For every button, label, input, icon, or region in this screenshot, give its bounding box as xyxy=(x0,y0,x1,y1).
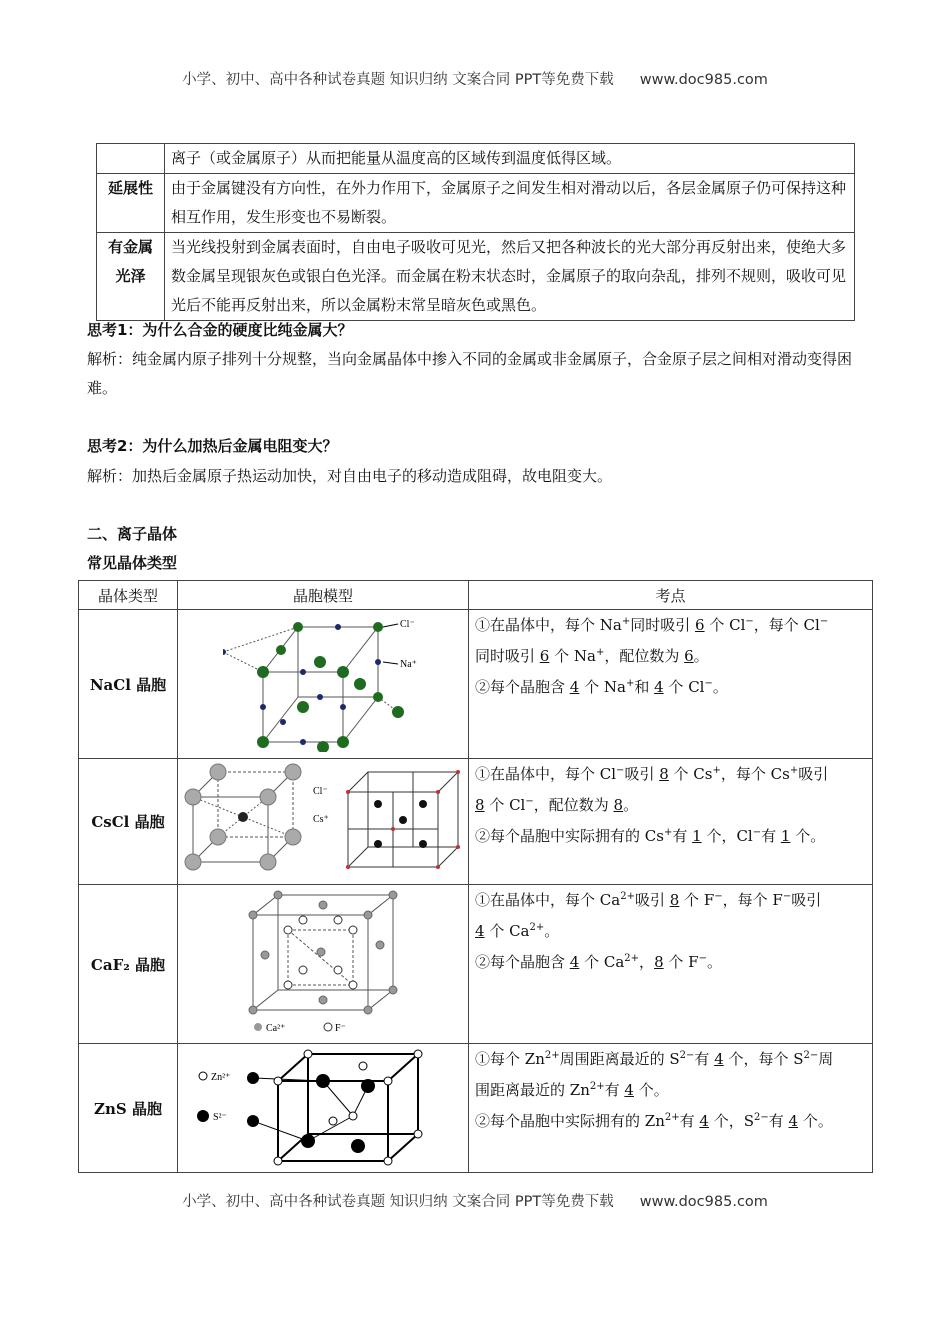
header-url[interactable]: www.doc985.com xyxy=(639,72,768,88)
key-point-line xyxy=(475,821,866,852)
text-segment: 个 Cl xyxy=(484,796,526,814)
text-segment: 个 Cs xyxy=(668,765,713,783)
header-text: 小学、初中、高中各种试卷真题 知识归纳 文案合同 PPT等免费下载 xyxy=(182,72,614,88)
key-points xyxy=(469,610,873,759)
table-row xyxy=(97,144,855,174)
text-segment: 2+ xyxy=(529,922,545,933)
text-segment: 2− xyxy=(803,1050,819,1061)
answer-blank: 4 xyxy=(569,678,580,696)
table-row xyxy=(79,610,873,759)
text-segment: 个 Cl xyxy=(704,616,746,634)
answer-blank: 1 xyxy=(780,827,791,845)
text-segment: ，每个 Cl xyxy=(753,616,820,634)
text-segment: 个，Cl xyxy=(701,827,753,845)
text-segment: 个 F xyxy=(663,953,699,971)
text-segment: ②每个晶胞中实际拥有的 Zn xyxy=(475,1112,665,1130)
text-segment: 个 Na xyxy=(549,647,596,665)
text-segment: 。 xyxy=(544,922,560,940)
column-header: 晶体类型 xyxy=(79,581,178,610)
text-segment: 。 xyxy=(706,953,722,971)
text-segment: 有 xyxy=(768,1112,789,1130)
text-segment: + xyxy=(789,765,799,776)
text-segment: 同时吸引 xyxy=(475,647,540,665)
answer-2: 解析：加热后金属原子热运动加快，对自由电子的移动造成阻碍，故电阻变大。 xyxy=(87,467,613,485)
text-segment: ，配位数为 xyxy=(604,647,685,665)
crystal-name: NaCl 晶胞 xyxy=(79,610,178,759)
text-segment: 有 xyxy=(694,1050,715,1068)
text-segment: + xyxy=(712,765,721,776)
table-row xyxy=(97,174,855,233)
text-segment: ，每个 Cs xyxy=(720,765,790,783)
answer-blank: 8 xyxy=(613,796,624,814)
key-point-line xyxy=(475,1044,866,1075)
text-segment: 个 Ca xyxy=(484,922,530,940)
answer-blank: 6 xyxy=(539,647,550,665)
diagram-label: Na⁺ xyxy=(400,659,417,670)
text-segment: ，配位数为 xyxy=(533,796,614,814)
property-desc: 由于金属键没有方向性，在外力作用下，金属原子之间发生相对滑动以后，各层金属原子仍可保持这种相互作用，发生形变也不易断裂。 xyxy=(165,174,855,233)
table-row xyxy=(79,1044,873,1173)
question-1: 思考1：为什么合金的硬度比纯金属大？ xyxy=(87,321,353,339)
text-segment: 有 xyxy=(672,827,693,845)
text-segment: ①在晶体中，每个 Cl xyxy=(475,765,617,783)
diagram-label: Cs⁺ xyxy=(313,814,329,825)
text-segment: 有 xyxy=(679,1112,700,1130)
text-segment: + xyxy=(621,616,631,627)
answer-blank: 4 xyxy=(624,1081,634,1099)
answer-blank: 6 xyxy=(684,647,694,665)
key-points xyxy=(469,885,873,1044)
text-segment: 吸引 xyxy=(634,891,670,909)
key-point-line xyxy=(475,1075,866,1106)
text-segment: − xyxy=(745,616,754,627)
text-segment: 2+ xyxy=(620,891,635,902)
answer-blank: 4 xyxy=(714,1050,724,1068)
text-segment: − xyxy=(714,891,723,902)
key-points xyxy=(469,759,873,885)
legend-label: F⁻ xyxy=(335,1022,346,1034)
answer-blank: 4 xyxy=(699,1112,709,1130)
answer-1: 解析：纯金属内原子排列十分规整，当向金属晶体中掺入不同的金属或非金属原子，合金原子层之间相对滑动变得困难。 xyxy=(87,350,853,397)
key-point-line xyxy=(475,672,866,703)
text-segment: 个。 xyxy=(798,1112,833,1130)
text-segment: 2+ xyxy=(664,1112,680,1123)
answer-blank: 4 xyxy=(654,678,664,696)
answer-blank: 1 xyxy=(692,827,702,845)
legend-label: Ca²⁺ xyxy=(266,1022,286,1034)
text-segment: ①每个 Zn xyxy=(475,1050,545,1068)
table-header-row xyxy=(79,581,873,610)
crystal-name: CsCl 晶胞 xyxy=(79,759,178,885)
section-subtitle: 常见晶体类型 xyxy=(87,554,178,572)
crystal-name: CaF₂ 晶胞 xyxy=(79,885,178,1044)
answer-blank: 4 xyxy=(788,1112,799,1130)
nacl-cell-diagram xyxy=(178,610,469,759)
caf2-cell-diagram xyxy=(178,885,469,1044)
property-desc: 当光线投射到金属表面时，自由电子吸收可见光，然后又把各种波长的光大部分再反射出来，使绝大多数金属呈现银灰色或银白色光泽。而金属在粉末状态时，金属原子的取向杂乱，排列不规则，吸收可见光后不能再反射出来，所以金属粉末常呈暗灰色或黑色。 xyxy=(165,233,855,321)
zns-cell-diagram xyxy=(178,1044,469,1173)
diagram-label: Cl⁻ xyxy=(400,619,415,630)
key-point-line xyxy=(475,759,866,790)
text-segment: 个，每个 S xyxy=(723,1050,804,1068)
text-segment: − xyxy=(752,827,762,838)
text-segment: − xyxy=(704,678,713,689)
text-segment: 周围距离最近的 S xyxy=(559,1050,680,1068)
key-point-line xyxy=(475,885,866,916)
answer-blank: 6 xyxy=(695,616,705,634)
property-name xyxy=(97,144,165,174)
text-segment: + xyxy=(625,678,635,689)
text-segment: 和 xyxy=(634,678,655,696)
property-name: 延展性 xyxy=(97,174,165,233)
text-segment: ， xyxy=(639,953,655,971)
key-point-line xyxy=(475,790,866,821)
page-footer xyxy=(0,1190,950,1211)
text-segment: + xyxy=(663,827,673,838)
key-point-line xyxy=(475,947,866,978)
text-segment: 个 Cl xyxy=(663,678,705,696)
key-point-line xyxy=(475,916,866,947)
answer-blank: 8 xyxy=(475,796,485,814)
text-segment: 吸引 xyxy=(798,765,829,783)
text-segment: 个 F xyxy=(679,891,715,909)
crystal-name: ZnS 晶胞 xyxy=(79,1044,178,1173)
key-point-line xyxy=(475,1106,866,1137)
column-header: 晶胞模型 xyxy=(178,581,469,610)
text-segment: − xyxy=(616,765,625,776)
ionic-crystal-table xyxy=(78,580,873,1173)
diagram-label: Cl⁻ xyxy=(313,786,328,797)
text-segment: 2− xyxy=(679,1050,695,1061)
section-title: 二、离子晶体 xyxy=(87,525,178,543)
answer-blank: 8 xyxy=(654,953,664,971)
text-segment: 。 xyxy=(693,647,709,665)
key-points xyxy=(469,1044,873,1173)
text-segment: 个。 xyxy=(633,1081,669,1099)
text-segment: 个。 xyxy=(790,827,826,845)
table-row xyxy=(97,233,855,321)
property-name: 有金属光泽 xyxy=(97,233,165,321)
text-segment: 围距离最近的 Zn xyxy=(475,1081,590,1099)
text-segment: 周 xyxy=(818,1050,834,1068)
text-segment: 。 xyxy=(623,796,639,814)
text-segment: ②每个晶胞中实际拥有的 Cs xyxy=(475,827,664,845)
text-segment: − xyxy=(525,796,534,807)
text-segment: 。 xyxy=(712,678,728,696)
text-segment: 2+ xyxy=(544,1050,560,1061)
answer-blank: 8 xyxy=(659,765,669,783)
table-row xyxy=(79,759,873,885)
text-segment: 个 Ca xyxy=(579,953,625,971)
answer-blank: 8 xyxy=(669,891,680,909)
key-point-line xyxy=(475,610,866,641)
text-segment: 个，S xyxy=(708,1112,754,1130)
footer-text: 小学、初中、高中各种试卷真题 知识归纳 文案合同 PPT等免费下载 xyxy=(182,1194,614,1210)
text-segment: ②每个晶胞含 xyxy=(475,953,570,971)
answer-blank: 4 xyxy=(475,922,485,940)
key-point-line xyxy=(475,641,866,672)
column-header: 考点 xyxy=(469,581,873,610)
page-header xyxy=(0,68,950,89)
question-2: 思考2：为什么加热后金属电阻变大？ xyxy=(87,437,338,455)
text-segment: − xyxy=(698,953,707,964)
text-segment: ①在晶体中，每个 Na xyxy=(475,616,622,634)
footer-url[interactable]: www.doc985.com xyxy=(639,1194,768,1210)
text-segment: 有 xyxy=(604,1081,625,1099)
cscl-cell-diagram xyxy=(178,759,469,885)
property-desc: 离子（或金属原子）从而把能量从温度高的区域传到温度低得区域。 xyxy=(165,144,855,174)
legend-label: S²⁻ xyxy=(213,1112,227,1123)
text-segment: 2− xyxy=(753,1112,769,1123)
text-segment: ，每个 F xyxy=(722,891,783,909)
legend-label: Zn²⁺ xyxy=(211,1072,231,1083)
metal-properties-table xyxy=(96,143,855,321)
table-row xyxy=(79,885,873,1044)
text-segment: 吸引 xyxy=(624,765,660,783)
text-segment: 同时吸引 xyxy=(630,616,696,634)
text-segment: 2+ xyxy=(624,953,640,964)
text-segment: 2+ xyxy=(589,1081,605,1092)
text-segment: 吸引 xyxy=(791,891,822,909)
answer-blank: 4 xyxy=(569,953,580,971)
text-segment: 有 xyxy=(761,827,781,845)
text-segment: ①在晶体中，每个 Ca xyxy=(475,891,621,909)
text-segment: 个 Na xyxy=(579,678,626,696)
text-segment: − xyxy=(782,891,792,902)
text-segment: + xyxy=(595,647,605,658)
text-segment: − xyxy=(819,616,829,627)
text-segment: ②每个晶胞含 xyxy=(475,678,570,696)
